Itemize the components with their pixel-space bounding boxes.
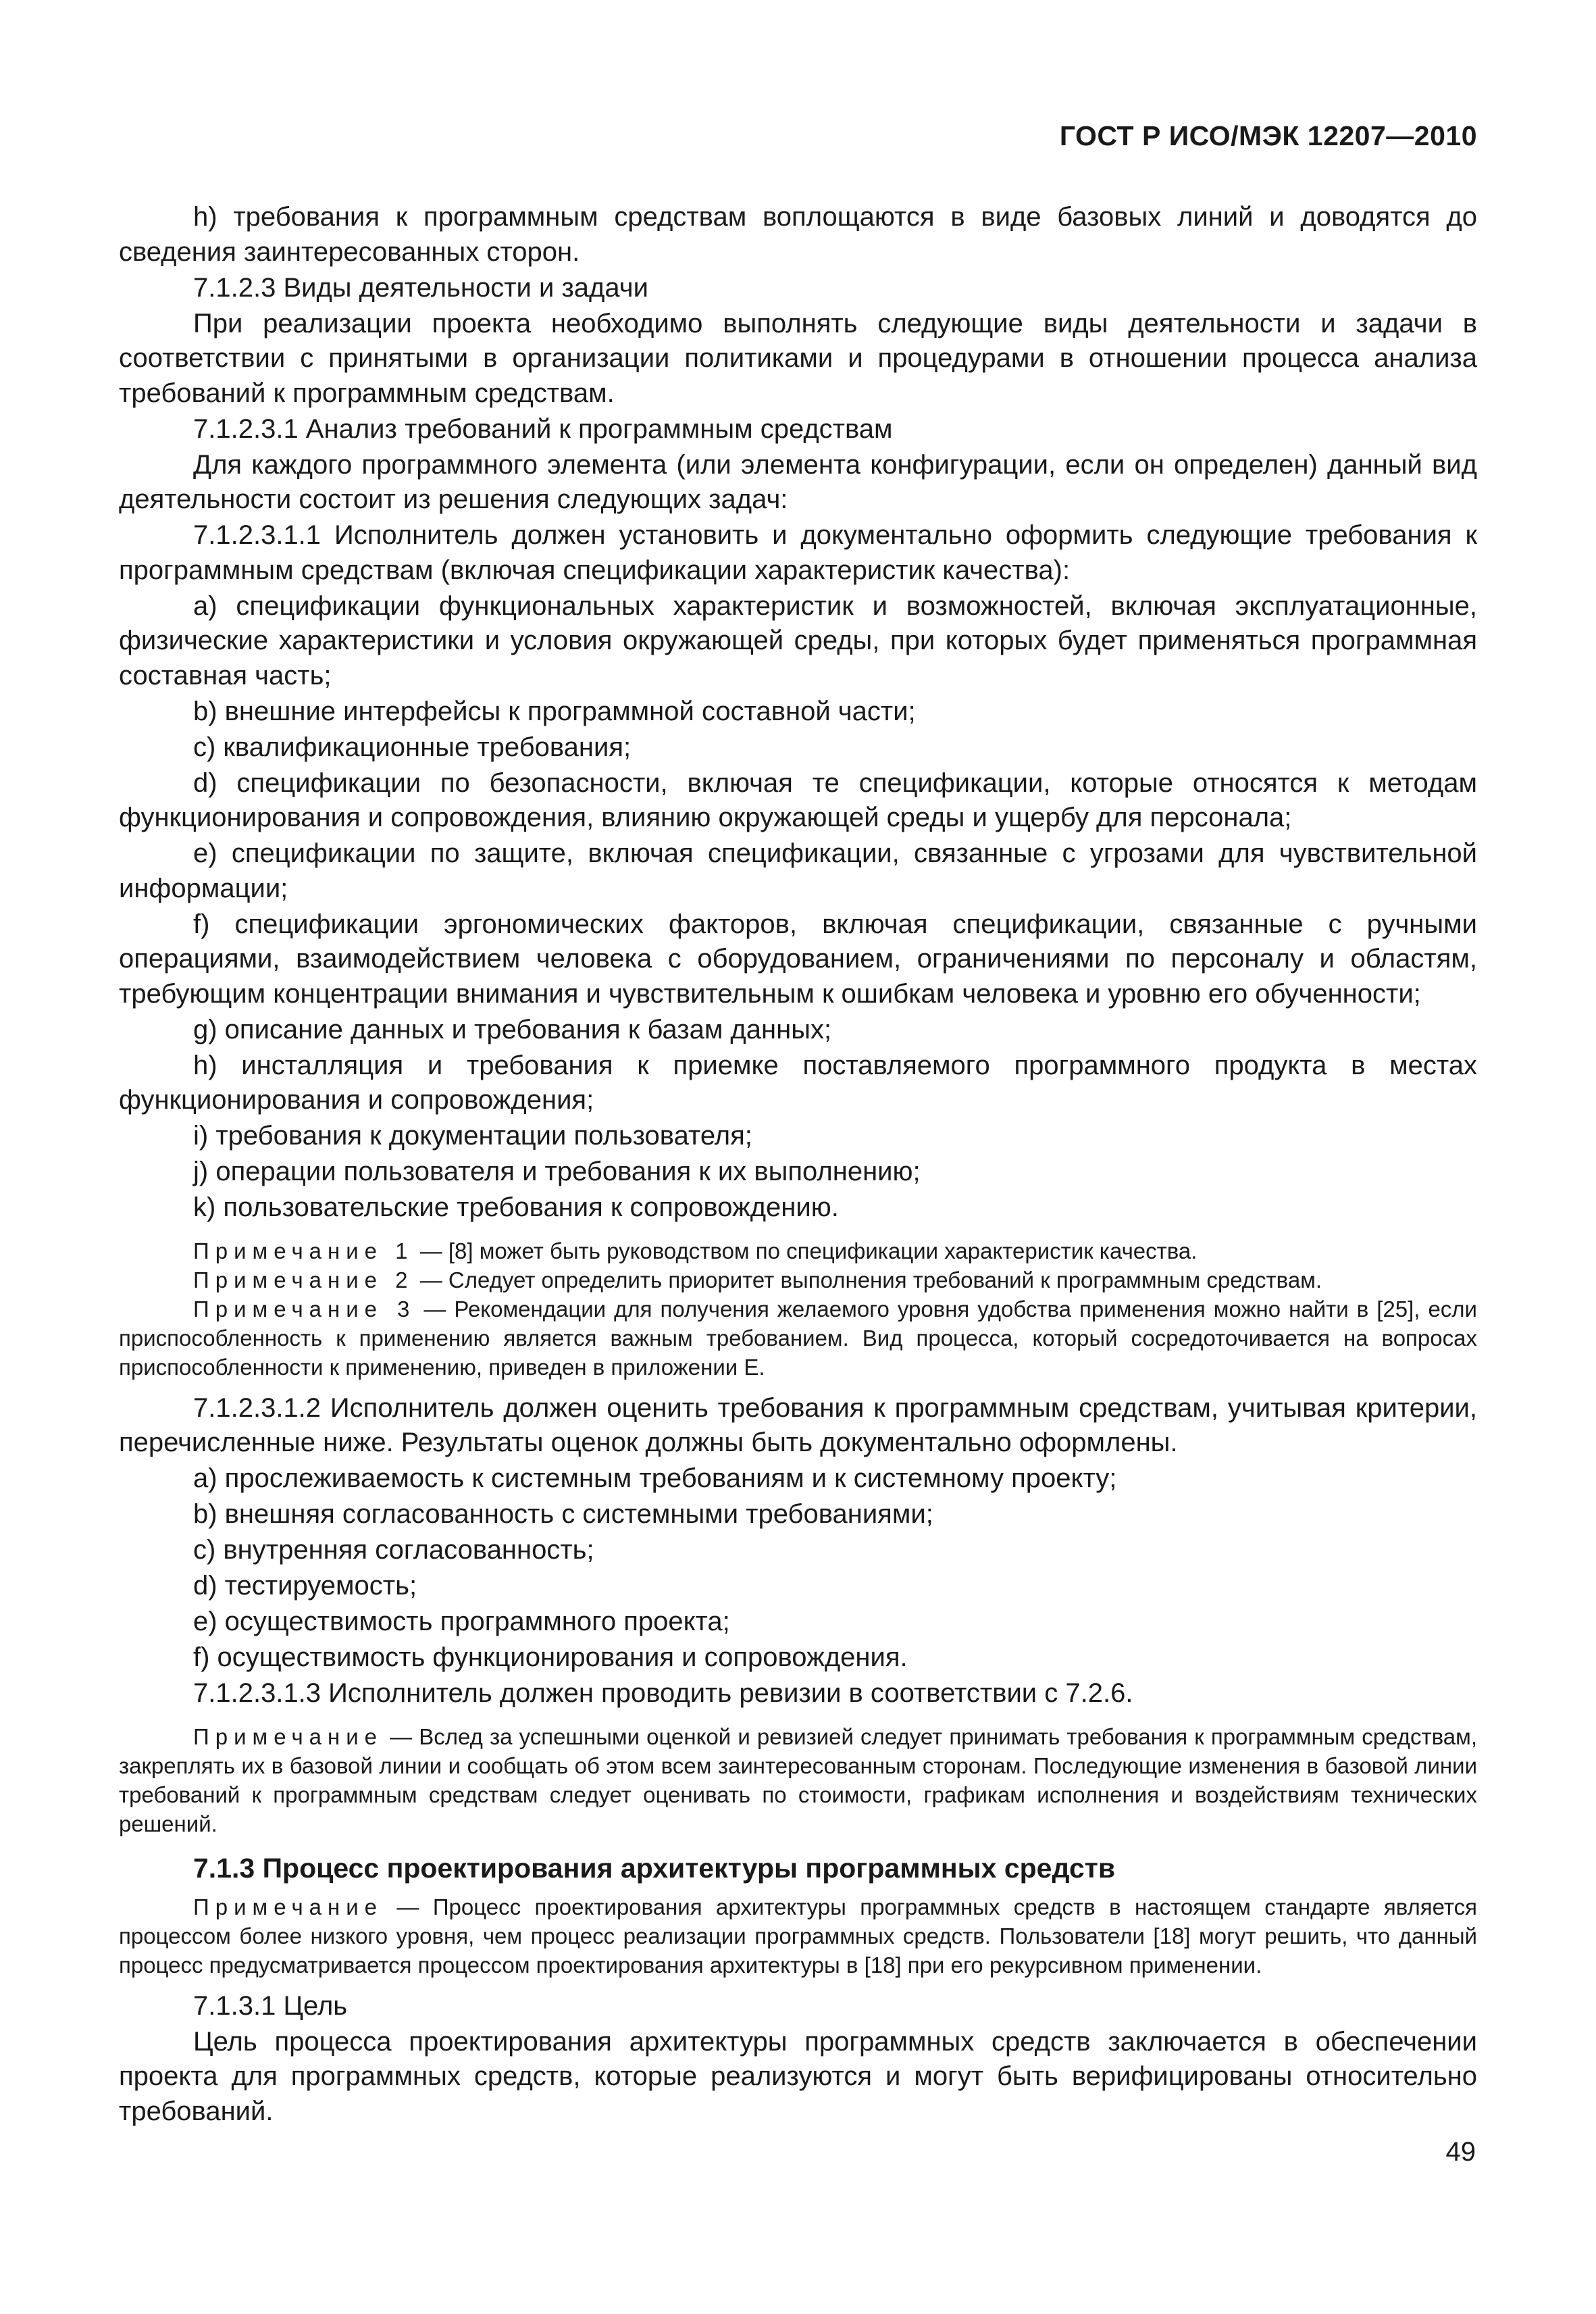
note-3 <box>119 1294 1477 1382</box>
criteria-item-d: d) тестируемость; <box>193 1571 417 1601</box>
note-text: — Следует определить приоритет выполнения требований к программным средствам. <box>413 1267 1322 1292</box>
note-architecture <box>119 1892 1477 1980</box>
note-text: — [8] может быть руководством по спецификации характеристик качества. <box>413 1238 1198 1263</box>
note-label: Примечание 3 <box>193 1296 416 1322</box>
list-item-g: g) описание данных и требования к базам данных; <box>193 1014 832 1045</box>
clause-7-1-2-3-1-1: 7.1.2.3.1.1 Исполнитель должен установить и документально оформить следующие требования к программным средствам (включая спецификации характеристик качества): <box>119 520 1477 585</box>
note-text: — Процесс проектирования архитектуры программных средств в настоящем стандарте является процессом более низкого уровня, чем процесс реализации программных средств. Пользователи [18] могут решить, что данный процесс предусматривается процессом проектирования архитектуры в [18] при его рекурсивном применении. <box>119 1894 1477 1978</box>
page-number: 49 <box>1445 2137 1476 2167</box>
note-label: Примечание <box>193 1894 384 1919</box>
clause-7-1-2-3-1-3: 7.1.2.3.1.3 Исполнитель должен проводить ревизии в соответствии с 7.2.6. <box>193 1678 1133 1708</box>
criteria-item-b: b) внешняя согласованность с системными требованиями; <box>193 1499 933 1529</box>
page-body <box>119 200 1477 2130</box>
note-review <box>119 1722 1477 1838</box>
list-item-k: k) пользовательские требования к сопровождению. <box>193 1192 839 1222</box>
list-item-j: j) операции пользователя и требования к их выполнению; <box>193 1157 921 1186</box>
clause-7-1-2-3-1-2: 7.1.2.3.1.2 Исполнитель должен оценить требования к программным средствам, учитывая критерии, перечисленные ниже. Результаты оценок должны быть документально оформлены. <box>119 1392 1477 1457</box>
clause-7-1-2-3-1-title: 7.1.2.3.1 Анализ требований к программным средствам <box>193 413 893 444</box>
criteria-item-a: а) прослеживаемость к системным требованиям и к системному проекту; <box>193 1463 1117 1493</box>
note-text: — Вслед за успешными оценкой и ревизией следует принимать требования к программным средствам, закреплять их в базовой линии и сообщать об этом всем заинтересованным сторонам. Последующие изменения в базовой линии требований к программным средствам следует оценивать по стоимости, графикам исполнения и воздействиям технических решений. <box>119 1724 1477 1836</box>
list-item-f: f) спецификации эргономических факторов, включая спецификации, связанные с ручными операциями, взаимодействием человека с оборудованием, ограничениями по персоналу и областям, требующим концентрации внимания и чувствительным к ошибкам человека и уровню его обученности; <box>119 909 1477 1009</box>
note-text: — Рекомендации для получения желаемого уровня удобства применения можно найти в [25], если приспособленность к применению является важным требованием. Вид процесса, который сосредоточивается на вопросах приспособленности к применению, приведен в приложении Е. <box>119 1296 1477 1380</box>
note-label: Примечание 1 <box>193 1238 414 1263</box>
list-item-a: а) спецификации функциональных характеристик и возможностей, включая эксплуатационные, физические характеристики и условия окружающей среды, при которых будет применяться программная составная часть; <box>119 590 1477 690</box>
list-item-d: d) спецификации по безопасности, включая те спецификации, которые относятся к методам функционирования и сопровождения, влиянию окружающей среды и ущербу для персонала; <box>119 768 1477 832</box>
paragraph-activities-intro: При реализации проекта необходимо выполнять следующие виды деятельности и задачи в соответствии с принятыми в организации политиками и процедурами в отношении процесса анализа требований к программным средствам. <box>119 308 1477 408</box>
criteria-item-e: e) осуществимость программного проекта; <box>193 1607 730 1636</box>
list-item-i: i) требования к документации пользователя; <box>193 1121 752 1151</box>
clause-7-1-2-3-title: 7.1.2.3 Виды деятельности и задачи <box>193 272 648 303</box>
paragraph-item-h-baselines: h) требования к программным средствам воплощаются в виде базовых линий и доводятся до сведения заинтересованных сторон. <box>119 202 1477 267</box>
note-label: Примечание <box>193 1724 384 1749</box>
criteria-item-c: c) внутренняя согласованность; <box>193 1535 594 1565</box>
clause-7-1-3-1-title: 7.1.3.1 Цель <box>193 1990 348 2021</box>
list-item-c: c) квалификационные требования; <box>193 732 632 762</box>
list-item-e: e) спецификации по защите, включая спецификации, связанные с угрозами для чувствительной информации; <box>119 838 1477 903</box>
list-item-b: b) внешние интерфейсы к программной составной части; <box>193 696 916 726</box>
standard-header: ГОСТ Р ИСО/МЭК 12207—2010 <box>1059 120 1477 151</box>
note-1 <box>119 1236 1477 1265</box>
note-2 <box>119 1265 1477 1294</box>
paragraph-tasks-intro: Для каждого программного элемента (или элемента конфигурации, если он определен) данный вид деятельности состоит из решения следующих задач: <box>119 449 1477 514</box>
note-label: Примечание 2 <box>193 1267 414 1292</box>
criteria-item-f: f) осуществимость функционирования и сопровождения. <box>193 1642 908 1672</box>
list-item-h: h) инсталляция и требования к приемке поставляемого программного продукта в местах функционирования и сопровождения; <box>119 1050 1477 1115</box>
paragraph-purpose: Цель процесса проектирования архитектуры программных средств заключается в обеспечении проекта для программных средств, которые реализуются и могут быть верифицированы относительно требований. <box>119 2026 1477 2126</box>
section-heading-7-1-3: 7.1.3 Процесс проектирования архитектуры программных средств <box>193 1852 1116 1884</box>
